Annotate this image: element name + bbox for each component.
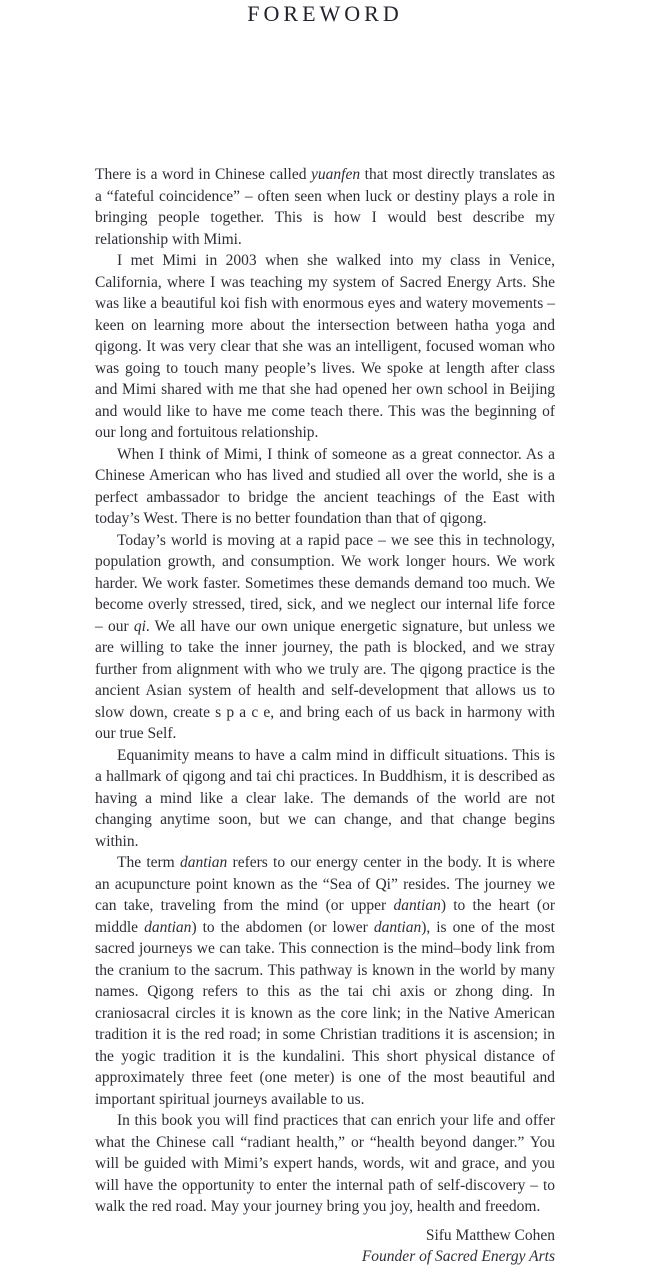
paragraph — [95, 745, 555, 853]
signature-block — [95, 1225, 555, 1268]
text-run: . We all have our own unique energetic signature, but unless we are willing to take the inner journey, the path is blocked, and we stray further from alignment with who we truly are. The qigong practice is the ancient Asian system of health and self-development that allows us to slow down, create s p a c e, and bring each of us back in harmony with our true Self. — [95, 617, 555, 742]
paragraph — [95, 530, 555, 745]
text-run: In this book you will find practices that can enrich your life and offer what the Chinese call “radiant health,” or “health beyond danger.” You will be guided with Mimi’s expert hands, words, wit and grace, and you will have the opportunity to enter the internal path of self-discovery – to walk the red road. May your journey bring you joy, health and freedom. — [95, 1112, 555, 1215]
text-run: The term — [117, 854, 180, 871]
paragraph — [95, 164, 555, 250]
signature-name: Sifu Matthew Cohen — [425, 1226, 555, 1244]
italic-term: qi — [133, 617, 146, 635]
page-title: FOREWORD — [247, 1, 403, 26]
italic-term: yuanfen — [311, 166, 361, 183]
text-run: that most directly translates as a “fateful coincidence” – often seen when luck or destiny plays a role in bringing people together. This is how I would best describe my relationship with Mimi. — [95, 166, 555, 248]
text-run: When I think of Mimi, I think of someone as a great connector. As a Chinese American who has lived and studied all over the world, she is a perfect ambassador to bridge the ancient teachings of the East with today’s West. There is no better foundation than that of qigong. — [95, 445, 555, 527]
paragraph — [95, 250, 555, 444]
text-run: Today’s world is moving at a rapid pace – we see this in technology, population growth, and consumption. We work longer hours. We work harder. We work faster. Sometimes these demands demand too much. We become overly stressed, tired, sick, and we neglect our internal life force – our — [95, 531, 555, 635]
paragraph — [95, 1110, 555, 1218]
paragraph — [95, 444, 555, 530]
paragraph — [95, 852, 555, 1110]
text-run: refers to our energy center in the body. It is where an acupuncture point known as the “Sea of Qi” resides. The journey we can take, traveling from the mind (or upper — [95, 854, 555, 914]
italic-term: dantian — [144, 918, 192, 936]
italic-term: dantian — [373, 918, 422, 936]
text-run: ) to the heart (or middle — [95, 897, 555, 936]
text-run: Equanimity means to have a calm mind in difficult situations. This is a hallmark of qigong and tai chi practices. In Buddhism, it is described as having a mind like a clear lake. The demands of the world are not changing anytime soon, but we can change, and that change begins within. — [95, 746, 555, 850]
italic-term: dantian — [179, 854, 228, 871]
foreword-body — [95, 164, 555, 1218]
text-run: ) to the abdomen (or lower — [191, 918, 374, 936]
signature-role: Founder of Sacred Energy Arts — [361, 1248, 555, 1265]
text-run: I met Mimi in 2003 when she walked into my class in Venice, California, where I was teaching my system of Sacred Energy Arts. She was like a beautiful koi fish with enormous eyes and watery movements – keen on learning more about the intersection between hatha yoga and qigong. It was very clear that she was an intelligent, focused woman who was going to touch many people’s lives. We spoke at length after class and Mimi shared with me that she had opened her own school in Beijing and would like to have me come teach there. This was the beginning of our long and fortuitous relationship. — [95, 252, 555, 441]
text-run: ), is one of the most sacred journeys we can take. This connection is the mind–body link from the cranium to the sacrum. This pathway is known in the world by many names. Qigong refers to this as the tai chi axis or zhong ding. In craniosacral circles it is known as the core link; in the Native American tradition it is the red road; in some Christian traditions it is ascension; in the yogic tradition it is the kundalini. This short physical distance of approximately three feet (one meter) is one of the most beautiful and important spiritual journeys available to us. — [95, 918, 555, 1108]
italic-term: dantian — [393, 897, 441, 914]
text-run: There is a word in Chinese called — [95, 166, 312, 183]
